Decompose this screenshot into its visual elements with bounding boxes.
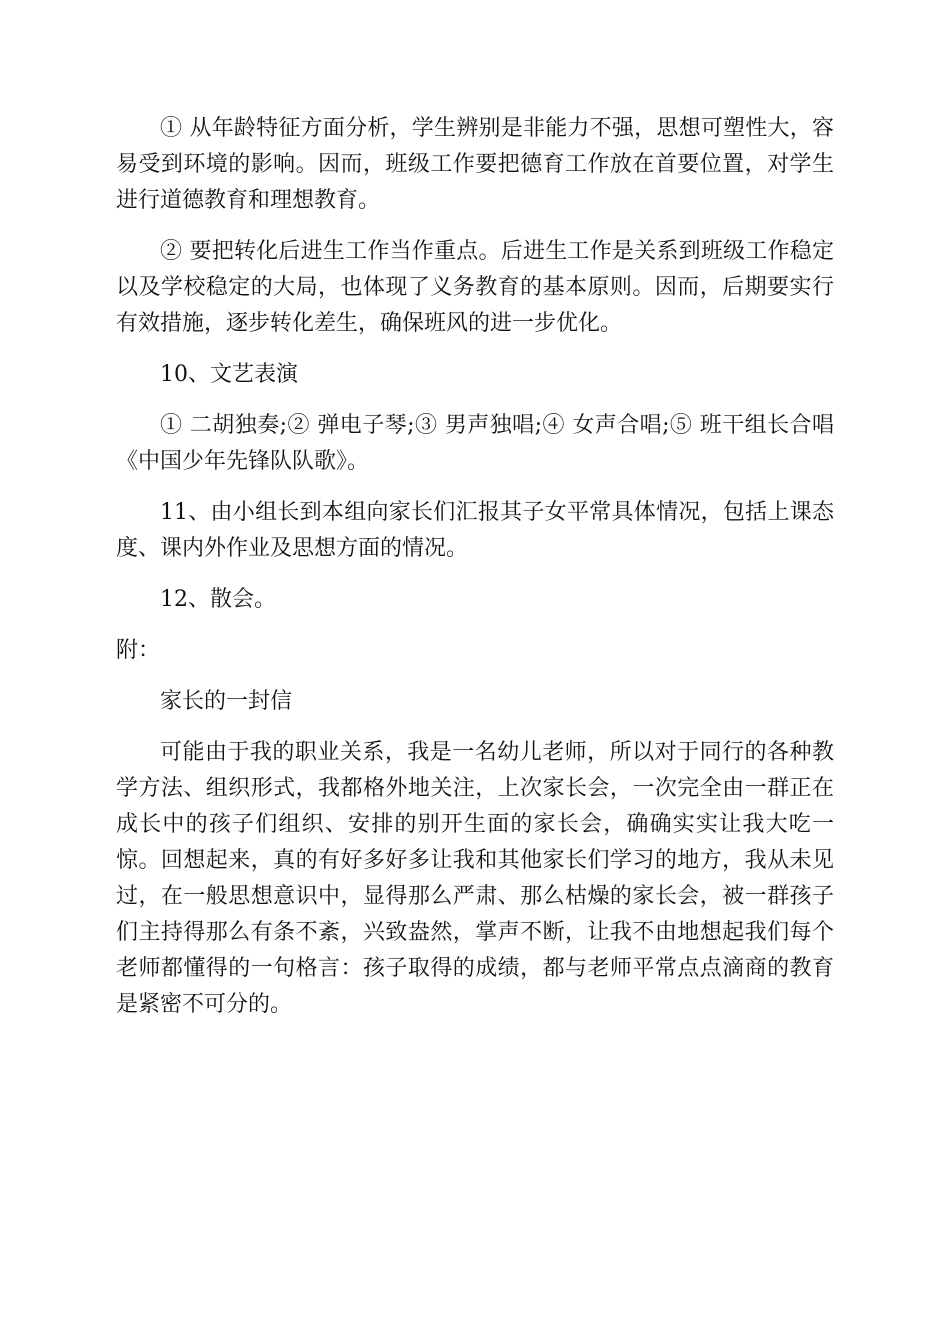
paragraph-moral-education: ① 从年龄特征方面分析，学生辨别是非能力不强，思想可塑性大，容易受到环境的影响。因而，班级工作要把德育工作放在首要位置，对学生进行道德教育和理想教育。 xyxy=(116,116,834,213)
heading-performance: 10、文艺表演 xyxy=(160,362,298,387)
appendix-label: 附： xyxy=(116,638,161,663)
letter-title: 家长的一封信 xyxy=(160,689,293,714)
document-page xyxy=(116,111,834,1038)
paragraph-underachievers: ② 要把转化后进生工作当作重点。后进生工作是关系到班级工作稳定以及学校稳定的大局，也体现了义务教育的基本原则。因而，后期要实行有效措施，逐步转化差生，确保班风的进一步优化。 xyxy=(116,239,834,336)
paragraph-group-report: 11、由小组长到本组向家长们汇报其子女平常具体情况，包括上课态度、课内外作业及思想方面的情况。 xyxy=(116,500,834,561)
letter-body: 可能由于我的职业关系，我是一名幼儿老师，所以对于同行的各种教学方法、组织形式，我都格外地关注，上次家长会，一次完全由一群正在成长中的孩子们组织、安排的别开生面的家长会，确确实实让我大吃一惊。回想起来，真的有好多好多让我和其他家长们学习的地方，我从未见过，在一般思想意识中，显得那么严肃、那么枯燥的家长会，被一群孩子们主持得那么有条不紊，兴致盎然，掌声不断，让我不由地想起我们每个老师都懂得的一句格言：孩子取得的成绩，都与老师平常点点滴商的教育是紧密不可分的。 xyxy=(116,740,834,1017)
paragraph-performance-list: ① 二胡独奏;② 弹电子琴;③ 男声独唱;④ 女声合唱;⑤ 班干组长合唱《中国少年先锋队队歌》。 xyxy=(116,413,834,474)
paragraph-adjourn: 12、散会。 xyxy=(160,587,276,612)
